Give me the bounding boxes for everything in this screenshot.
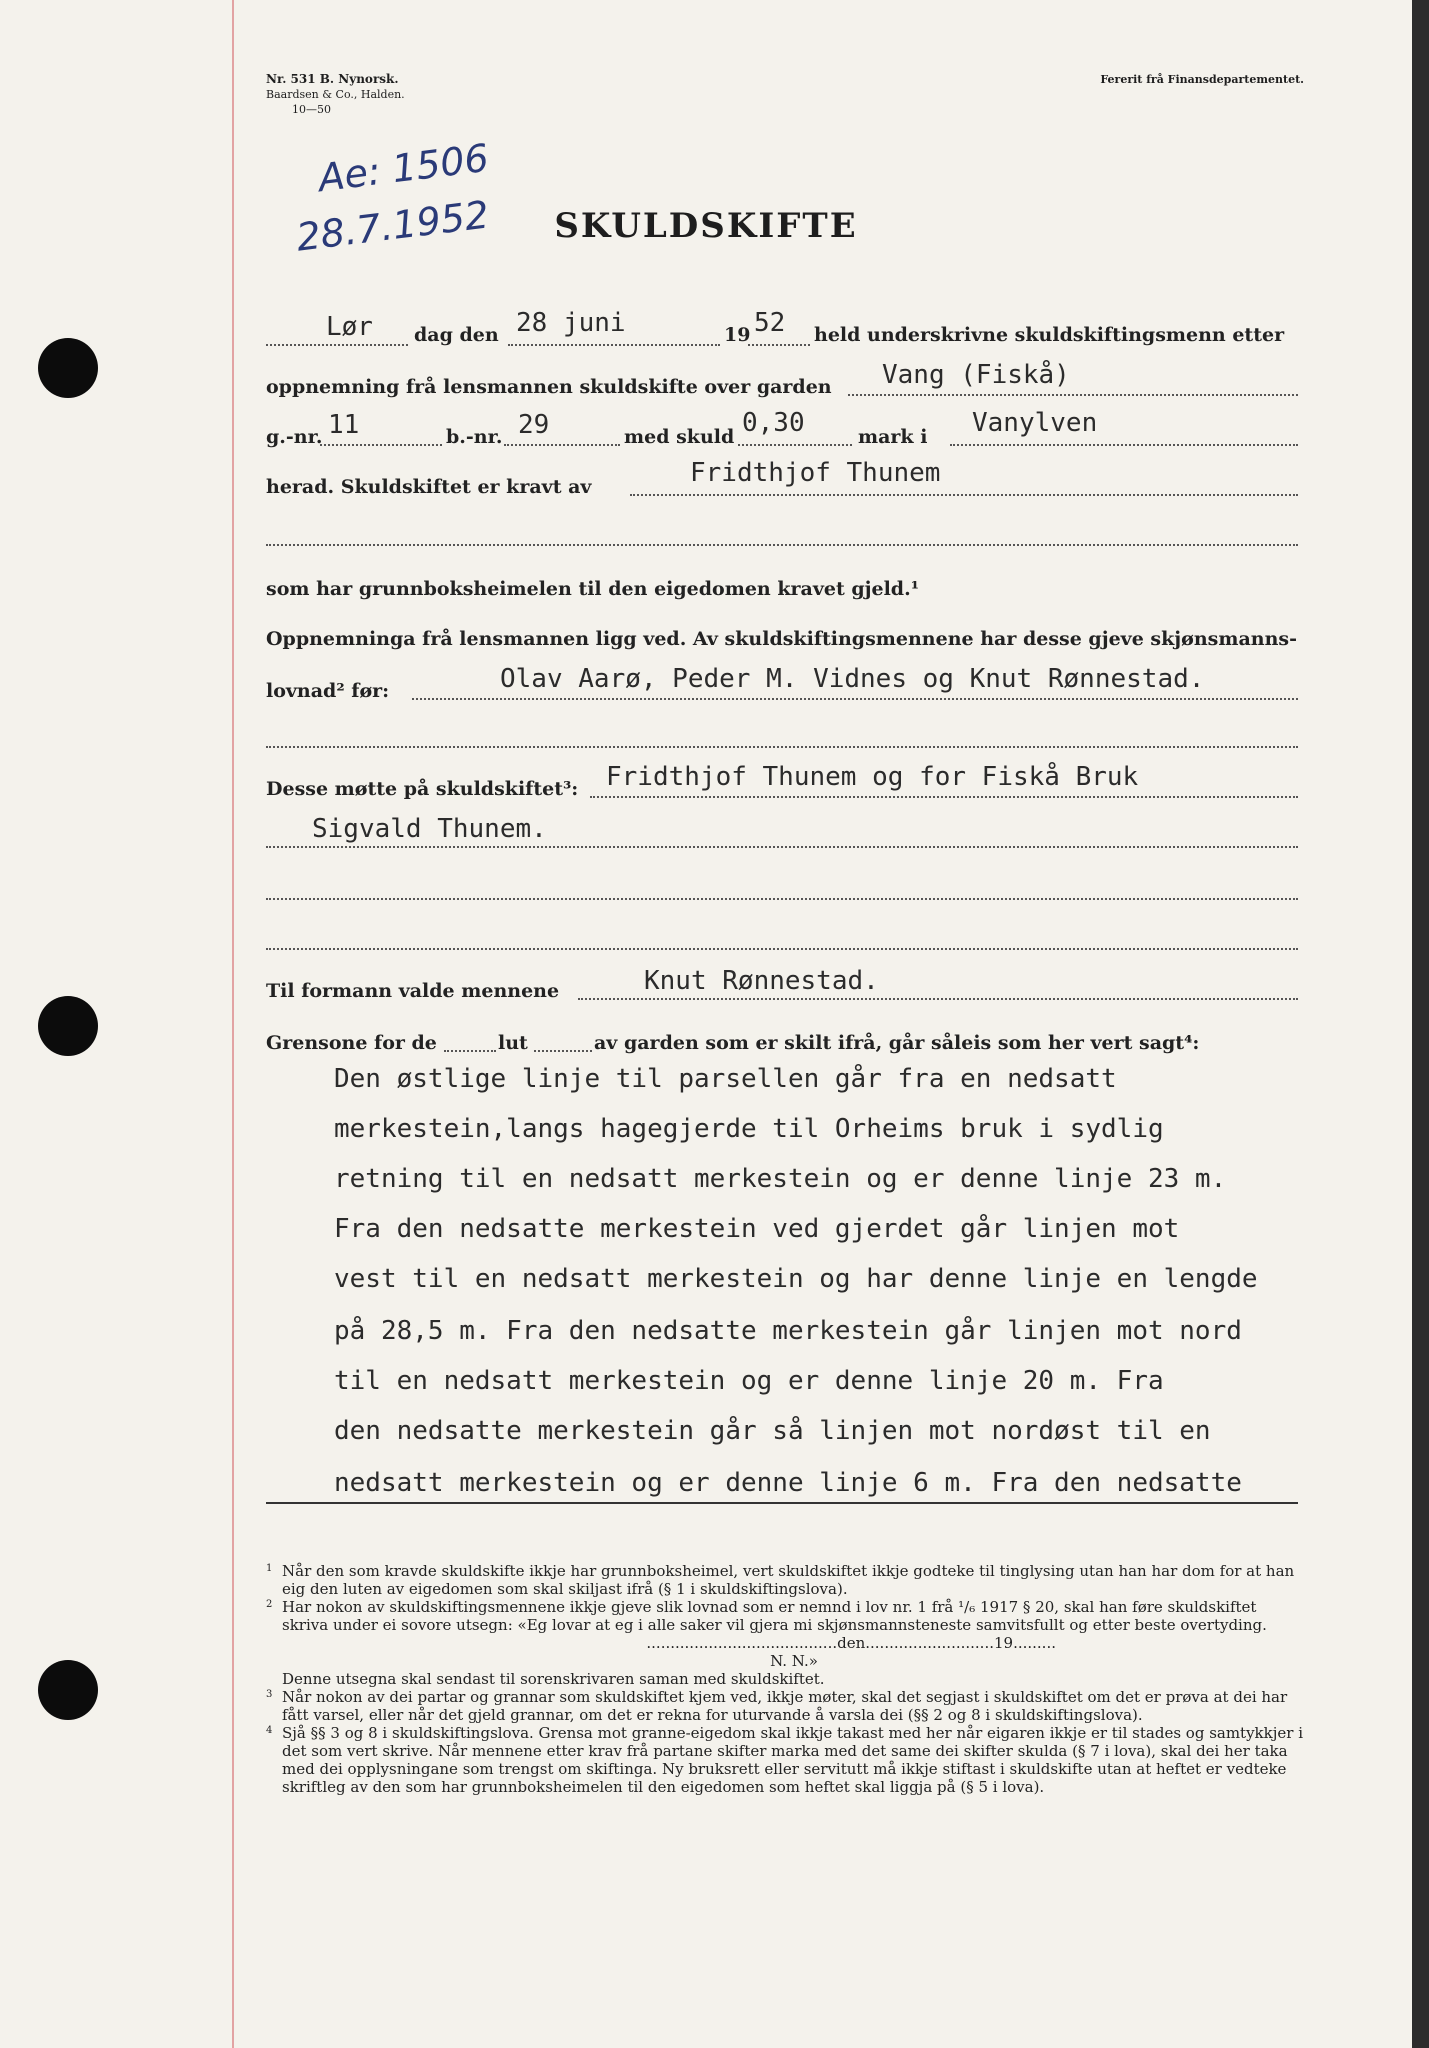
form-header [266,72,405,117]
registration-stamp: Ae: 1506 [315,135,492,201]
form-label: lovnad² før: [266,680,390,702]
boundary-line: den nedsatte merkestein går så linjen mot nordøst til en [334,1416,1211,1446]
boundary-line: nedsatt merkestein og er denne linje 6 m. Fra den nedsatte [334,1468,1242,1498]
form-label: held underskrivne skuldskiftingsmenn etter [814,324,1285,346]
form-label: oppnemning frå lensmannen skuldskifte over garden [266,376,832,398]
boundary-line: Den østlige linje til parsellen går fra en nedsatt [334,1064,1117,1094]
form-label: av garden som er skilt ifrå, går såleis som her vert sagt⁴: [594,1032,1200,1054]
form-label: herad. Skuldskiftet er kravt av [266,476,592,498]
footnote-3: 3 Når nokon av dei partar og grannar som skuldskiftet kjem ved, ikkje møter, skal det segjast i skuldskiftet om det er prøva at dei har fått varsel, eller når det gjeld grannar, om det er rekna for uturvande å varsla dei (§§ 2 og 8 i skuldskiftingslova). [266,1688,1288,1724]
form-label: b.-nr. [446,426,503,448]
form-label: Grensone for de [266,1032,437,1054]
fill-line [266,746,1298,748]
boundary-line: på 28,5 m. Fra den nedsatte merkestein går linjen mot nord [334,1316,1242,1346]
fill-line [266,544,1298,546]
fill-line [320,444,442,446]
footnote-2b: Denne utsegna skal sendast til sorenskrivaren saman med skuldskiftet. [282,1670,825,1688]
form-label: g.-nr. [266,426,323,448]
boundary-line: retning til en nedsatt merkestein og er denne linje 23 m. [334,1164,1227,1194]
fill-line [534,1050,592,1052]
fill-line [412,698,1298,700]
fill-line [578,998,1298,1000]
fill-line [508,344,720,346]
punch-hole-icon [38,338,98,398]
form-label: med skuld [624,426,735,448]
footnote-1: 1 Når den som kravde skuldskifte ikkje har grunnboksheimel, vert skuldskiftet ikkje godteke til tinglysing utan han har dom for at han eig den luten av eigedomen som skal skiljast ifrå (§ 1 i skuldskiftingslova). [266,1562,1295,1598]
footnote-4: 4 Sjå §§ 3 og 8 i skuldskiftingslova. Grensa mot granne-eigedom skal ikkje takast med her når eigaren ikkje er til stades og samtykkjer i det som vert skrive. Når mennene etter krav frå partane skifter marka med det same dei skifter skulda (§ 7 i lova), skal dei her taka med dei opplysningane som trengst om skiftinga. Ny bruksrett eller servitutt må ikkje stiftast i skuldskifte utan at heftet er vedteke skriftleg av den som har grunnboksheimelen til den eigedomen som heftet skal liggja på (§ 5 i lova). [266,1724,1304,1796]
fill-line [504,444,620,446]
printer: Baardsen & Co., Halden. [266,88,405,101]
filled-present-2: Sigvald Thunem. [312,814,547,844]
filled-present-1: Fridthjof Thunem og for Fiskå Bruk [606,762,1139,792]
boundary-line: til en nedsatt merkestein og er denne linje 20 m. Fra [334,1366,1164,1396]
boundary-line: merkestein,langs hagegjerde til Orheims bruk i sydlig [334,1114,1164,1144]
form-label: dag den [414,324,499,346]
boundary-line: vest til en nedsatt merkestein og har denne linje en lengde [334,1264,1258,1294]
footnote-2-signature: ........................................den...........................19......... [646,1634,1056,1652]
approval-note: Fererit frå Finansdepartementet. [1100,73,1304,86]
fill-line [444,1050,496,1052]
punch-hole-icon [38,996,98,1056]
fill-line [266,344,408,346]
form-label: Desse møtte på skuldskiftet³: [266,778,579,800]
fill-line [266,846,1298,848]
page-title: SKULDSKIFTE [554,206,858,246]
filled-farm: Vang (Fiskå) [882,360,1070,390]
footnote-2-nn: N. N.» [770,1652,818,1670]
filled-weekday: Lør [326,312,373,342]
form-label: som har grunnboksheimelen til den eigedomen kravet gjeld.¹ [266,578,920,600]
footnote-2: 2 Har nokon av skuldskiftingsmennene ikkje gjeve slik lovnad som er nemnd i lov nr. 1 frå ¹/₆ 1917 § 20, skal han føre skuldskiftet skriva under ei sovore utsegn: «Eg lovar at eg i alle saker vil gjera mi skjønsmannsteneste samvitsfullt og etter beste overtyding. [266,1598,1267,1634]
fill-line [590,796,1298,798]
fill-line [950,444,1298,446]
fill-line [848,394,1298,396]
fill-line [266,898,1298,900]
filled-date: 28 juni [516,308,626,338]
fill-line [630,494,1298,496]
form-label: Til formann valde mennene [266,980,560,1002]
fill-line [748,344,810,346]
form-label: mark i [858,426,928,448]
filled-gnr: 11 [328,410,360,440]
filled-municipality: Vanylven [972,408,1098,438]
form-label: Oppnemninga frå lensmannen ligg ved. Av skuldskiftingsmennene har desse gjeve skjønsmanns- [266,628,1297,650]
registration-date-stamp: 28.7.1952 [294,192,492,260]
footnotes [266,1562,1306,1796]
boundary-line: Fra den nedsatte merkestein ved gjerdet går linjen mot [334,1214,1180,1244]
print-code: 10—50 [292,103,331,116]
filled-requester: Fridthjof Thunem [690,458,941,488]
filled-sworn-men: Olav Aarø, Peder M. Vidnes og Knut Rønnestad. [500,664,1205,694]
filled-chairman: Knut Rønnestad. [644,966,879,996]
filled-bnr: 29 [518,410,550,440]
punch-hole-icon [38,1660,98,1720]
form-number: Nr. 531 B. Nynorsk. [266,72,399,86]
footnote-divider [266,1502,1298,1504]
form-label: lut [498,1032,528,1054]
fill-line [738,444,852,446]
filled-skuld: 0,30 [742,408,805,438]
red-margin-line [232,0,234,2048]
filled-year: 52 [754,308,786,338]
form-label: 19 [724,324,751,346]
fill-line [266,948,1298,950]
